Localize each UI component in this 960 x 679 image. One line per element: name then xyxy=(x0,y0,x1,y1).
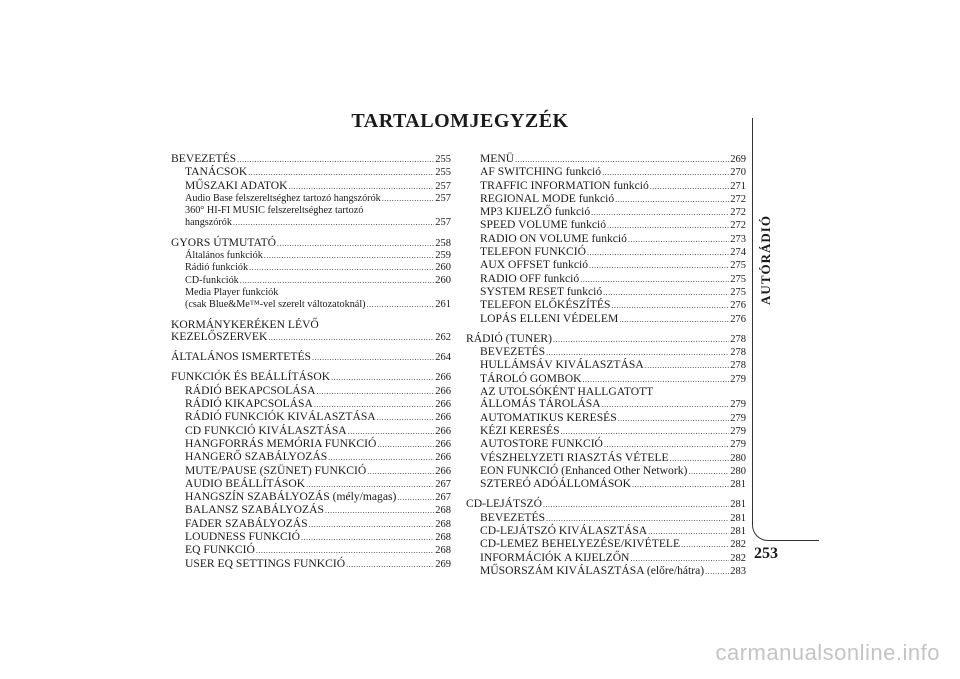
toc-entry-label: MENÜ xyxy=(480,152,515,165)
dot-leader xyxy=(602,399,730,411)
toc-entry-label: FUNKCIÓK ÉS BEÁLLÍTÁSOK xyxy=(171,370,331,384)
dot-leader xyxy=(615,194,729,206)
toc-entry[interactable] xyxy=(171,217,451,229)
toc-entry-label: VÉSZHELYZETI RIASZTÁS VÉTELE xyxy=(480,450,669,464)
toc-entry-label: BEVEZETÉS xyxy=(171,152,237,165)
toc-entry-page: 275 xyxy=(730,286,746,298)
toc-entry[interactable] xyxy=(171,504,451,517)
toc-entry-label: AZ UTOLSÓKÉNT HALLGATOTT xyxy=(480,385,654,399)
toc-entry[interactable] xyxy=(466,206,746,219)
toc-entry-page: 278 xyxy=(730,347,746,359)
toc-entry[interactable] xyxy=(171,287,451,299)
toc-entry-label: HANGFORRÁS MEMÓRIA FUNKCIÓ xyxy=(185,436,377,450)
dot-leader xyxy=(397,492,434,504)
toc-entry-label: TRAFFIC INFORMATION funkció xyxy=(480,178,649,192)
toc-entry-page: 272 xyxy=(730,193,746,205)
dot-leader xyxy=(681,539,729,551)
toc-entry[interactable] xyxy=(171,544,451,557)
toc-entry[interactable] xyxy=(171,558,451,571)
toc-entry[interactable] xyxy=(466,498,746,511)
toc-entry-label: RADIO ON VOLUME funkció xyxy=(480,231,627,245)
toc-entry-label: INFORMÁCIÓK A KIJELZŐN xyxy=(480,550,630,564)
toc-entry-label: Általános funkciók xyxy=(185,250,263,262)
dot-leader xyxy=(367,299,435,311)
toc-entry-label: RÁDIÓ (TUNER) xyxy=(466,331,552,345)
toc-entry-page: 278 xyxy=(730,360,746,372)
toc-entry-page: 282 xyxy=(730,552,746,564)
dot-leader xyxy=(589,260,729,272)
toc-entry-page: 269 xyxy=(730,154,746,165)
dot-leader xyxy=(240,275,434,287)
toc-entry-page: 268 xyxy=(435,545,451,557)
toc-entry-label: Rádió funkciók xyxy=(185,262,249,274)
toc-entry-label: MŰSZAKI ADATOK xyxy=(185,178,288,192)
toc-entry-page: 268 xyxy=(435,518,451,530)
toc-entry[interactable] xyxy=(171,237,451,250)
toc-entry-page: 267 xyxy=(435,492,451,504)
toc-entry-page: 270 xyxy=(730,167,746,179)
toc-entry-page: 264 xyxy=(435,352,451,364)
toc-entry-label: TELEFON FUNKCIÓ xyxy=(480,245,586,259)
toc-entry-label: (csak Blue&Me™-vel szerelt változatoknál) xyxy=(185,299,366,311)
dot-leader xyxy=(587,247,729,259)
toc-entry-page: 282 xyxy=(730,539,746,551)
toc-entry-label: KEZELŐSZERVEK xyxy=(171,329,268,343)
toc-entry-page: 260 xyxy=(435,262,451,274)
toc-entry-label: CD-LEJÁTSZÓ KIVÁLASZTÁSA xyxy=(480,524,648,538)
toc-entry[interactable] xyxy=(171,250,451,262)
dot-leader xyxy=(249,262,434,274)
toc-entry-label: TELEFON ELŐKÉSZÍTÉS xyxy=(480,298,611,312)
toc-entry[interactable] xyxy=(171,275,451,287)
toc-entry-label: RADIO OFF funkció xyxy=(480,271,580,285)
toc-entry-label: Media Player funkciók xyxy=(185,286,279,298)
toc-entry-label: AF SWITCHING funkció xyxy=(480,165,602,179)
toc-entry[interactable] xyxy=(171,166,451,179)
toc-entry[interactable] xyxy=(466,259,746,272)
toc-entry-page: 279 xyxy=(730,425,746,437)
toc-right-column xyxy=(466,153,746,578)
toc-entry-page: 281 xyxy=(730,526,746,538)
dot-leader xyxy=(256,545,434,557)
toc-entry-page: 279 xyxy=(730,399,746,411)
chapter-tab-label: AUTÓRÁDIÓ xyxy=(758,215,773,305)
toc-entry[interactable] xyxy=(466,299,746,312)
dot-leader xyxy=(367,466,434,478)
toc-entry[interactable] xyxy=(466,478,746,491)
toc-entry-label: TANÁCSOK xyxy=(185,165,248,179)
toc-entry-page: 257 xyxy=(435,217,451,229)
page-number: 253 xyxy=(754,545,778,562)
dot-leader xyxy=(591,207,729,219)
toc-entry-label: SYSTEM RESET funkció xyxy=(480,284,603,298)
dot-leader xyxy=(328,452,434,464)
dot-leader xyxy=(619,314,729,326)
toc-entry-page: 258 xyxy=(435,237,451,249)
toc-entry[interactable] xyxy=(171,262,451,274)
toc-entry-label: AUTOSTORE FUNKCIÓ xyxy=(480,437,603,451)
dot-leader xyxy=(650,181,729,193)
toc-entry[interactable] xyxy=(171,205,451,217)
toc-entry[interactable] xyxy=(466,166,746,179)
toc-entry-label: MŰSORSZÁM KIVÁLASZTÁSA (előre/hátra) xyxy=(480,563,705,577)
toc-entry-label: LOUDNESS FUNKCIÓ xyxy=(185,530,300,544)
dot-leader xyxy=(607,220,729,232)
toc-entry-label: KORMÁNYKERÉKEN LÉVŐ xyxy=(171,317,319,331)
toc-entry-page: 255 xyxy=(435,154,451,165)
toc-entry-label: TÁROLÓ GOMBOK xyxy=(480,371,582,385)
dot-leader xyxy=(688,466,729,478)
toc-entry[interactable] xyxy=(466,153,746,166)
toc-entry[interactable] xyxy=(466,538,746,551)
dot-leader xyxy=(237,154,434,166)
toc-entry-page: 281 xyxy=(730,479,746,491)
toc-entry[interactable] xyxy=(171,299,451,311)
toc-entry-label: BEVEZETÉS xyxy=(480,345,546,359)
toc-entry-label: BALANSZ SZABÁLYOZÁS xyxy=(185,503,324,517)
dot-leader xyxy=(233,217,434,229)
dot-leader xyxy=(316,386,434,398)
toc-entry-label: EQ FUNKCIÓ xyxy=(185,543,255,557)
dot-leader xyxy=(309,519,435,531)
toc-entry-page: 275 xyxy=(730,273,746,285)
toc-entry[interactable] xyxy=(171,451,451,464)
dot-leader xyxy=(301,532,434,544)
toc-entry-page: 267 xyxy=(435,478,451,490)
toc-entry-page: 268 xyxy=(435,505,451,517)
toc-entry[interactable] xyxy=(466,313,746,326)
toc-left-column xyxy=(171,153,451,571)
toc-entry-page: 266 xyxy=(435,385,451,397)
toc-entry-page: 279 xyxy=(730,412,746,424)
toc-entry-page: 255 xyxy=(435,167,451,179)
chapter-tab xyxy=(752,215,780,305)
toc-entry-page: 266 xyxy=(435,425,451,437)
toc-entry-page: 262 xyxy=(435,331,451,343)
toc-entry-page: 266 xyxy=(435,372,451,384)
toc-entry[interactable] xyxy=(171,411,451,424)
toc-entry-label: RÁDIÓ KIKAPCSOLÁSA xyxy=(185,397,313,411)
toc-entry[interactable] xyxy=(466,398,746,411)
dot-leader xyxy=(553,334,729,346)
toc-entry-page: 257 xyxy=(435,192,451,204)
toc-entry-page: 283 xyxy=(730,565,746,577)
toc-entry-label: CD-LEJÁTSZÓ xyxy=(466,497,542,511)
dot-leader xyxy=(543,499,729,511)
toc-entry[interactable] xyxy=(171,180,451,193)
toc-entry-label: Audio Base felszereltséghez tartozó hangszórók xyxy=(185,192,381,204)
toc-entry[interactable] xyxy=(466,438,746,451)
toc-entry-page: 276 xyxy=(730,300,746,312)
toc-entry-page: 266 xyxy=(435,399,451,411)
toc-entry[interactable] xyxy=(466,273,746,286)
toc-entry-page: 281 xyxy=(730,499,746,511)
dot-leader xyxy=(382,193,434,205)
dot-leader xyxy=(604,439,729,451)
toc-entry-page: 269 xyxy=(435,558,451,570)
toc-entry-label: USER EQ SETTINGS FUNKCIÓ xyxy=(185,556,346,570)
dot-leader xyxy=(670,453,730,465)
toc-entry[interactable] xyxy=(466,452,746,465)
dot-leader xyxy=(603,287,729,299)
chapter-tab-border xyxy=(752,118,819,541)
dot-leader xyxy=(346,559,434,571)
toc-entry-label: HANGERŐ SZABÁLYOZÁS xyxy=(185,450,328,464)
toc-entry[interactable] xyxy=(171,331,451,344)
toc-entry-label: ÁLTALÁNOS ISMERTETÉS xyxy=(171,350,311,364)
toc-entry-label: REGIONAL MODE funkció xyxy=(480,191,615,205)
toc-entry-page: 271 xyxy=(730,180,746,192)
dot-leader xyxy=(645,360,730,372)
toc-entry-label: AUX OFFSET funkció xyxy=(480,258,589,272)
dot-leader xyxy=(248,167,434,179)
toc-entry-label: CD-LEMEZ BEHELYEZÉSE/KIVÉTELE xyxy=(480,537,681,551)
toc-entry-page: 257 xyxy=(435,180,451,192)
dot-leader xyxy=(312,352,434,364)
toc-entry[interactable] xyxy=(466,219,746,232)
dot-leader xyxy=(377,439,434,451)
dot-leader xyxy=(632,479,729,491)
toc-entry[interactable] xyxy=(171,371,451,384)
toc-entry-page: 266 xyxy=(435,438,451,450)
toc-entry-label: RÁDIÓ FUNKCIÓK KIVÁLASZTÁSA xyxy=(185,410,376,424)
toc-entry-page: 261 xyxy=(435,299,451,311)
toc-entry[interactable] xyxy=(466,246,746,259)
toc-entry-page: 266 xyxy=(435,452,451,464)
dot-leader xyxy=(580,274,729,286)
dot-leader xyxy=(618,413,730,425)
toc-entry-page: 280 xyxy=(730,452,746,464)
toc-entry-page: 274 xyxy=(730,247,746,259)
toc-entry-page: 279 xyxy=(730,439,746,451)
dot-leader xyxy=(705,566,729,578)
toc-entry[interactable] xyxy=(171,193,451,205)
toc-entry[interactable] xyxy=(466,359,746,372)
toc-entry-page: 279 xyxy=(730,373,746,385)
toc-entry-label: SZTEREÓ ADÓÁLLOMÁSOK xyxy=(480,477,632,491)
toc-entry-label: AUTOMATIKUS KERESÉS xyxy=(480,410,617,424)
dot-leader xyxy=(331,372,434,384)
toc-entry[interactable] xyxy=(466,552,746,565)
toc-entry-label: RÁDIÓ BEKAPCSOLÁSA xyxy=(185,383,316,397)
toc-entry-page: 272 xyxy=(730,220,746,232)
toc-entry-label: 360° HI-FI MUSIC felszereltséghez tartozó xyxy=(185,205,364,217)
dot-leader xyxy=(268,332,434,344)
toc-entry-page: 276 xyxy=(730,313,746,325)
toc-entry-page: 272 xyxy=(730,207,746,219)
toc-entry[interactable] xyxy=(466,180,746,193)
toc-entry-label: hangszórók xyxy=(185,217,232,229)
dot-leader xyxy=(264,250,434,262)
page-title: TARTALOMJEGYZÉK xyxy=(351,110,569,132)
toc-entry[interactable] xyxy=(171,351,451,364)
dot-leader xyxy=(289,181,435,193)
dot-leader xyxy=(602,167,729,179)
toc-entry-page: 259 xyxy=(435,250,451,262)
toc-entry-page: 275 xyxy=(730,260,746,272)
toc-entry-page: 266 xyxy=(435,465,451,477)
toc-entry-label: KÉZI KERESÉS xyxy=(480,423,560,437)
toc-entry[interactable] xyxy=(171,465,451,478)
dot-leader xyxy=(628,234,729,246)
dot-leader xyxy=(611,300,729,312)
toc-entry-page: 273 xyxy=(730,233,746,245)
toc-entry-label: EON FUNKCIÓ (Enhanced Other Network) xyxy=(480,463,688,477)
toc-entry-page: 266 xyxy=(435,412,451,424)
toc-entry-label: CD FUNKCIÓ KIVÁLASZTÁSA xyxy=(185,423,347,437)
toc-entry-label: LOPÁS ELLENI VÉDELEM xyxy=(480,311,619,325)
toc-entry-label: ÁLLOMÁS TÁROLÁSA xyxy=(480,397,601,411)
toc-entry-label: FADER SZABÁLYOZÁS xyxy=(185,516,308,530)
toc-entry-page: 260 xyxy=(435,274,451,286)
toc-entry-page: 280 xyxy=(730,465,746,477)
toc-entry-label: HANGSZÍN SZABÁLYOZÁS (mély/magas) xyxy=(185,490,397,504)
toc-entry[interactable] xyxy=(171,319,451,331)
toc-entry-label: GYORS ÚTMUTATÓ xyxy=(171,235,277,249)
toc-entry[interactable] xyxy=(466,412,746,425)
toc-entry-label: AUDIO BEÁLLÍTÁSOK xyxy=(185,476,306,490)
toc-entry-label: HULLÁMSÁV KIVÁLASZTÁSA xyxy=(480,358,644,372)
toc-entry-label: SPEED VOLUME funkció xyxy=(480,218,607,232)
toc-entry-label: CD-funkciók xyxy=(185,274,239,286)
toc-entry-label: BEVEZETÉS xyxy=(480,510,546,524)
toc-entry-page: 278 xyxy=(730,333,746,345)
dot-leader xyxy=(325,505,434,517)
toc-entry-label: MP3 KIJELZŐ funkció xyxy=(480,205,591,219)
toc-entry-page: 268 xyxy=(435,532,451,544)
toc-entry-label: MUTE/PAUSE (SZÜNET) FUNKCIÓ xyxy=(185,463,367,477)
toc-entry-page: 281 xyxy=(730,512,746,524)
dot-leader xyxy=(277,238,434,250)
dot-leader xyxy=(377,412,435,424)
watermark: carmanualsonline.info xyxy=(715,640,940,665)
toc-entry[interactable] xyxy=(171,425,451,438)
toc-entry[interactable] xyxy=(466,565,746,578)
